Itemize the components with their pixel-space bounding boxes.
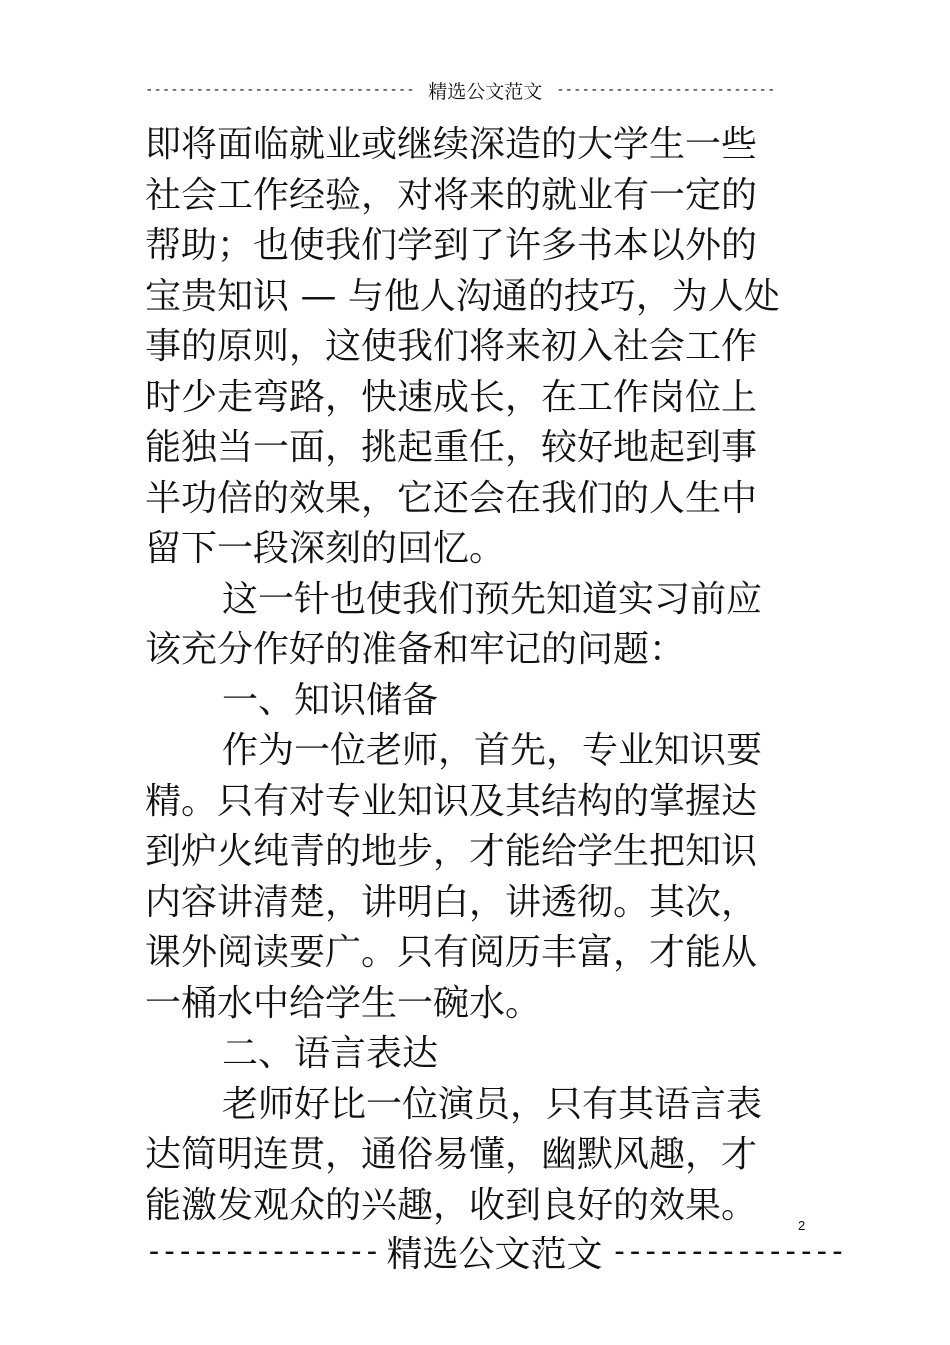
text-line: 精。只有对专业知识及其结构的掌握达 bbox=[145, 780, 758, 822]
footer-title: 精选公文范文 bbox=[386, 1233, 603, 1275]
page-number: 2 bbox=[798, 1218, 806, 1233]
text-line: 宝贵知识 — 与他人沟通的技巧，为人处 bbox=[145, 275, 780, 317]
footer-left-dashes: --------------- bbox=[145, 1233, 379, 1269]
text-line: 这一针也使我们预先知道实习前应 bbox=[222, 578, 763, 620]
text-line: 即将面临就业或继续深造的大学生一些 bbox=[145, 124, 758, 165]
text-line: 到炉火纯青的地步，才能给学生把知识 bbox=[145, 831, 758, 872]
page-header bbox=[145, 74, 775, 106]
text-line: 半功倍的效果，它还会在我们的人生中 bbox=[145, 477, 758, 519]
text-line: 能独当一面，挑起重任，较好地起到事 bbox=[145, 427, 758, 468]
text-line: 该充分作好的准备和牢记的问题： bbox=[145, 629, 686, 670]
footer-right-dashes: --------------- bbox=[610, 1233, 844, 1269]
document-body bbox=[145, 120, 785, 1231]
text-line: 留下一段深刻的回忆。 bbox=[145, 528, 506, 569]
header-right-dashes: -------------------------- bbox=[556, 82, 775, 98]
text-line: 一桶水中给学生一碗水。 bbox=[145, 982, 542, 1024]
page-footer bbox=[145, 1228, 844, 1275]
text-line: 事的原则，这使我们将来初入社会工作 bbox=[145, 326, 758, 367]
header-title: 精选公文范文 bbox=[428, 80, 543, 103]
section-heading: 二、语言表达 bbox=[222, 1033, 439, 1074]
text-line: 时少走弯路，快速成长，在工作岗位上 bbox=[145, 376, 758, 418]
text-line: 能激发观众的兴趣，收到良好的效果。 bbox=[145, 1184, 758, 1226]
text-line: 老师好比一位演员，只有其语言表 bbox=[222, 1083, 763, 1125]
section-heading: 一、知识储备 bbox=[222, 679, 439, 721]
text-line: 达简明连贯，通俗易懂，幽默风趣，才 bbox=[145, 1134, 758, 1175]
text-line: 课外阅读要广。只有阅历丰富，才能从 bbox=[145, 932, 758, 973]
text-line: 内容讲清楚，讲明白，讲透彻。其次， bbox=[145, 881, 758, 923]
text-line: 作为一位老师，首先，专业知识要 bbox=[222, 730, 763, 771]
text-line: 社会工作经验，对将来的就业有一定的 bbox=[145, 174, 758, 216]
header-left-dashes: -------------------------------- bbox=[145, 82, 415, 98]
text-line: 帮助；也使我们学到了许多书本以外的 bbox=[145, 225, 758, 266]
